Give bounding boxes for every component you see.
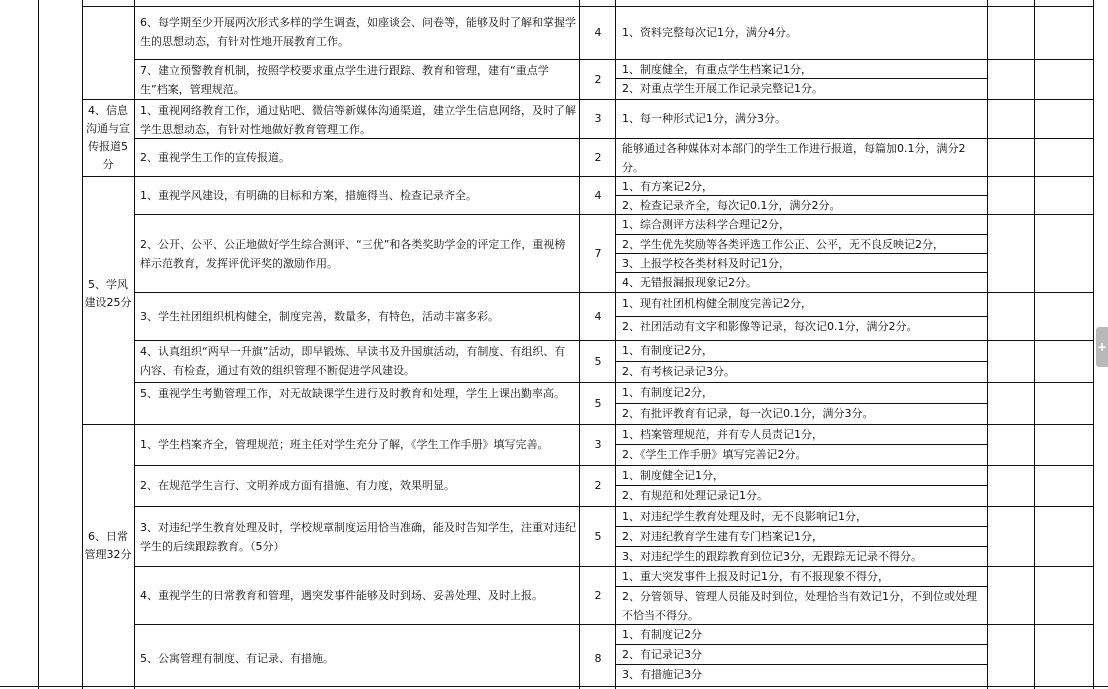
item-description: 7、建立预警教育机制，按照学校要求重点学生进行跟踪、教育和管理，建有“重点学生”档案，管理规范。 xyxy=(140,64,549,96)
category-label: 4、信息沟通与宣传报道5分 xyxy=(86,104,130,171)
scoring-criterion: 3、有措施记3分 xyxy=(622,668,702,681)
item-description: 1、学生档案齐全，管理规范；班主任对学生充分了解，《学生工作手册》填写完善。 xyxy=(140,438,549,451)
scoring-criterion: 2、对违纪教育学生建有专门档案记1分， xyxy=(622,530,823,543)
item-description: 4、认真组织“两早一升旗”活动，即早锻炼、早读书及升国旗活动，有制度、有组织、有内容、有检查，通过有效的组织管理不断促进学风建设。 xyxy=(140,345,566,377)
item-description: 2、公开、公平、公正地做好学生综合测评、“三优”和各类奖助学金的评定工作，重视榜样示范教育，发挥评优评奖的激励作用。 xyxy=(140,238,566,270)
category-label: 6、日常管理32分 xyxy=(84,530,132,561)
expand-panel-button[interactable] xyxy=(1096,327,1108,367)
grid-line xyxy=(82,0,83,689)
grid-line xyxy=(134,340,1094,341)
scoring-criterion: 1、现有社团机构健全制度完善记2分， xyxy=(622,297,812,310)
scoring-criterion: 2、对重点学生开展工作记录完整记1分。 xyxy=(622,82,823,95)
item-description: 2、在规范学生言行、文明养成方面有措施、有力度，效果明显。 xyxy=(140,479,455,492)
scoring-criterion: 2、有规范和处理记录记1分。 xyxy=(622,489,768,502)
grid-line xyxy=(134,566,1094,567)
item-description: 3、对违纪学生教育处理及时，学校规章制度运用恰当准确，能及时告知学生，注重对违纪学生的后续跟踪教育。（5分） xyxy=(140,521,576,553)
scoring-criterion: 1、有方案记2分， xyxy=(622,180,713,193)
item-score: 4 xyxy=(594,26,602,39)
item-score: 2 xyxy=(594,479,602,492)
grid-line xyxy=(82,6,1094,7)
item-score: 5 xyxy=(594,530,602,543)
scoring-criterion: 2、检查记录齐全，每次记0.1分，满分2分。 xyxy=(622,199,841,212)
grid-line xyxy=(134,292,1094,293)
item-score: 5 xyxy=(594,355,602,368)
item-description: 3、学生社团组织机构健全，制度完善，数量多，有特色，活动丰富多彩。 xyxy=(140,310,499,323)
category-label: 5、学风建设25分 xyxy=(84,278,132,309)
scoring-criterion: 3、上报学校各类材料及时记1分， xyxy=(622,257,790,270)
scoring-criterion: 4、无错报漏报现象记2分。 xyxy=(622,276,757,289)
item-score: 2 xyxy=(594,589,602,602)
item-score: 2 xyxy=(594,151,602,164)
scoring-criterion: 2、有考核记录记3分。 xyxy=(622,365,735,378)
plus-icon: + xyxy=(1096,340,1108,354)
grid-line xyxy=(134,59,1094,60)
item-score: 4 xyxy=(594,189,602,202)
scoring-criterion: 1、制度健全记1分， xyxy=(622,469,724,482)
grid-line xyxy=(134,0,135,689)
scoring-criterion: 2、社团活动有文字和影像等记录，每次记0.1分，满分2分。 xyxy=(622,320,918,333)
item-description: 1、重视网络教育工作，通过贴吧、微信等新媒体沟通渠道，建立学生信息网络，及时了解学生思想动态，有针对性地做好教育管理工作。 xyxy=(140,104,576,136)
grid-line xyxy=(987,0,988,689)
scoring-criterion: 2、学生优先奖励等各类评选工作公正、公平，无不良反映记2分， xyxy=(622,238,944,251)
grid-line xyxy=(82,424,1094,425)
scoring-criterion: 1、资料完整每次记1分，满分4分。 xyxy=(622,26,797,39)
scoring-criterion: 1、每一种形式记1分，满分3分。 xyxy=(622,112,786,125)
item-description: 4、重视学生的日常教育和管理，遇突发事件能够及时到场、妥善处理、及时上报。 xyxy=(140,589,543,602)
grid-line xyxy=(1034,0,1035,689)
item-score: 8 xyxy=(594,652,602,665)
item-description: 6、每学期至少开展两次形式多样的学生调查，如座谈会、问卷等，能够及时了解和掌握学生的思想动态，有针对性地开展教育工作。 xyxy=(140,16,576,48)
scoring-criterion: 2、分管领导、管理人员能及时到位，处理恰当有效记1分，不到位或处理不恰当不得分。 xyxy=(622,590,977,622)
scoring-criterion: 2、有记录记3分 xyxy=(622,648,702,661)
scoring-criterion: 1、有制度记2分 xyxy=(622,628,702,641)
scoring-criterion: 能够通过各种媒体对本部门的学生工作进行报道，每篇加0.1分，满分2分。 xyxy=(622,142,966,174)
item-description: 1、重视学风建设，有明确的目标和方案，措施得当、检查记录齐全。 xyxy=(140,189,477,202)
scoring-criterion: 1、对违纪学生教育处理及时，无不良影响记1分， xyxy=(622,510,867,523)
scoring-criterion: 3、对违纪学生的跟踪教育到位记3分，无跟踪无记录不得分。 xyxy=(622,550,922,563)
scoring-criterion: 2、《学生工作手册》填写完善记2分。 xyxy=(622,448,807,461)
item-score: 4 xyxy=(594,310,602,323)
scoring-criterion: 2、有批评教育有记录，每一次记0.1分，满分3分。 xyxy=(622,407,874,420)
grid-line xyxy=(0,686,1108,687)
grid-line xyxy=(134,382,1094,383)
item-score: 3 xyxy=(594,438,602,451)
grid-line xyxy=(134,214,1094,215)
grid-line xyxy=(38,0,39,689)
grid-line xyxy=(82,99,1094,100)
scoring-criterion: 1、综合测评方法科学合理记2分， xyxy=(622,218,790,231)
scoring-criterion: 1、制度健全，有重点学生档案记1分， xyxy=(622,63,812,76)
item-score: 2 xyxy=(594,73,602,86)
grid-line xyxy=(1093,0,1094,689)
item-score: 5 xyxy=(594,397,602,410)
grid-line xyxy=(134,465,1094,466)
item-score: 7 xyxy=(594,247,602,260)
scoring-criterion: 1、档案管理规范，并有专人员责记1分， xyxy=(622,428,823,441)
item-description: 2、重视学生工作的宣传报道。 xyxy=(140,151,290,164)
grid-line xyxy=(134,506,1094,507)
item-description: 5、公寓管理有制度、有记录、有措施。 xyxy=(140,652,334,665)
scoring-criterion: 1、有制度记2分， xyxy=(622,386,713,399)
item-score: 3 xyxy=(594,112,602,125)
scoring-criterion: 1、重大突发事件上报及时记1分，有不报现象不得分， xyxy=(622,570,889,583)
item-description: 5、重视学生考勤管理工作，对无故缺课学生进行及时教育和处理，学生上课出勤率高。 xyxy=(140,387,565,400)
scoring-criterion: 1、有制度记2分， xyxy=(622,344,713,357)
